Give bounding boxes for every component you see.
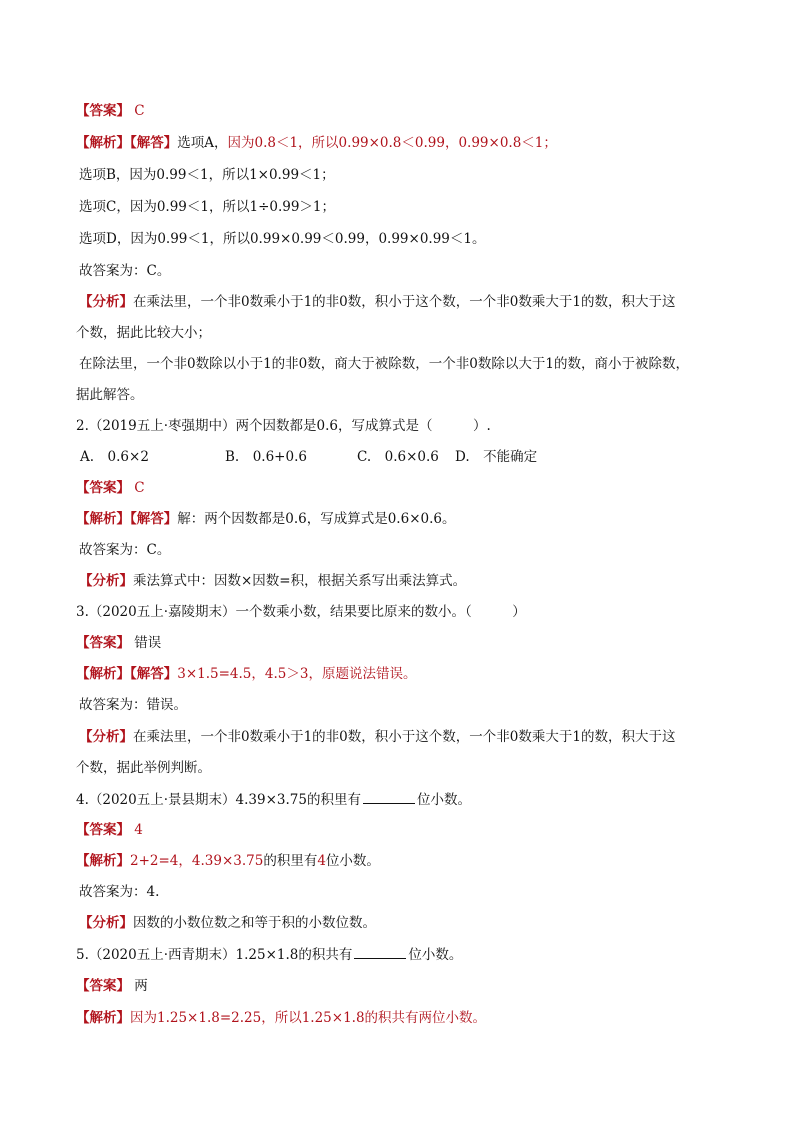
q1-comment-text-1: 在乘法里，一个非0数乘小于1的非0数，积小于这个数，一个非0数乘大于1的数，积大于这: [133, 294, 676, 310]
q2-conclusion: 故答案为：C。: [79, 542, 171, 558]
comment-tag: 【分析】: [79, 729, 133, 745]
answer-tag: 【答案】: [76, 635, 130, 651]
solve-tag: 【解答】: [130, 135, 178, 151]
q3-analysis-line: [76, 664, 416, 684]
q4-analysis-end: 位小数。: [325, 853, 380, 869]
q5-answer: 两: [134, 978, 148, 994]
q3-analysis: 3×1.5=4.5，4.5＞3，原题说法错误。: [177, 666, 417, 682]
q4-answer-blank: [363, 789, 415, 804]
q4-conclusion: 故答案为：4.: [79, 884, 160, 900]
q2-stem: 2.（2019五上·枣强期中）两个因数都是0.6，写成算式是（ ）.: [76, 418, 491, 434]
comment-tag: 【分析】: [79, 573, 133, 589]
analysis-tag: 【解析】: [76, 853, 130, 869]
q5-analysis-line: [76, 1008, 486, 1028]
solve-tag: 【解答】: [130, 666, 178, 682]
q1-option-c-line: 选项C，因为0.99＜1，所以1÷0.99＞1；: [79, 199, 336, 215]
q1-option-b-line: 选项B，因为0.99＜1，所以1×0.99＜1；: [79, 167, 335, 183]
q1-option-a-body: 因为0.8＜1，所以0.99×0.8＜0.99，0.99×0.8＜1；: [227, 135, 557, 151]
q5-stem: [76, 944, 462, 965]
q2-comment-line: [79, 571, 466, 591]
q4-stem-pre: 4.（2020五上·景县期末）4.39×3.75的积里有: [76, 792, 361, 808]
q2-answer-line: [76, 478, 145, 498]
q4-analysis-calc: 2+2=4，4.39×3.75: [130, 853, 264, 869]
q2-option-a: A. 0.6×2: [80, 449, 149, 465]
q1-analysis-line: [76, 133, 557, 153]
q5-answer-blank: [354, 944, 406, 959]
q2-analysis-line: [76, 509, 455, 529]
q3-stem: 3.（2020五上·嘉陵期末）一个数乘小数，结果要比原来的数小。（ ）: [76, 604, 526, 620]
q2-option-b: B. 0.6+0.6: [225, 449, 307, 465]
answer-tag: 【答案】: [76, 103, 130, 119]
q1-comment-line-1: [79, 292, 675, 312]
q3-answer: 错误: [134, 635, 162, 651]
q3-comment-text-1: 在乘法里，一个非0数乘小于1的非0数，积小于这个数，一个非0数乘大于1的数，积大于这: [133, 729, 676, 745]
q5-analysis: 因为1.25×1.8=2.25，所以1.25×1.8的积共有两位小数。: [130, 1010, 487, 1026]
q4-analysis-line: [76, 851, 380, 871]
comment-tag: 【分析】: [79, 294, 133, 310]
analysis-tag: 【解析】: [76, 1010, 130, 1026]
q1-comment-line-3: 在除法里，一个非0数除以小于1的非0数，商大于被除数，一个非0数除以大于1的数，商小于被除数，: [79, 356, 689, 372]
q4-answer: 4: [134, 822, 143, 838]
q1-conclusion: 故答案为：C。: [79, 263, 171, 279]
q4-analysis-mid: 的积里有: [263, 853, 318, 869]
q2-analysis: 解：两个因数都是0.6，写成算式是0.6×0.6。: [177, 511, 456, 527]
analysis-tag: 【解析】: [76, 666, 130, 682]
q3-comment-line-2: 个数，据此举例判断。: [76, 760, 211, 776]
q1-answer: C: [134, 103, 145, 119]
q3-answer-line: [76, 633, 161, 653]
answer-tag: 【答案】: [76, 480, 130, 496]
q4-comment: 因数的小数位数之和等于积的小数位数。: [133, 915, 376, 931]
q2-answer: C: [134, 480, 145, 496]
q4-comment-line: [79, 913, 376, 933]
q2-comment: 乘法算式中：因数×因数=积，根据关系写出乘法算式。: [133, 573, 467, 589]
analysis-tag: 【解析】: [76, 135, 130, 151]
q3-conclusion: 故答案为：错误。: [79, 697, 187, 713]
q1-option-a-intro: 选项A，: [177, 135, 228, 151]
q4-analysis-value: 4: [317, 853, 326, 869]
q1-option-d-line: 选项D，因为0.99＜1，所以0.99×0.99＜0.99，0.99×0.99＜1。: [79, 231, 486, 247]
comment-tag: 【分析】: [79, 915, 133, 931]
q5-stem-pre: 5.（2020五上·西青期末）1.25×1.8的积共有: [76, 947, 353, 963]
q5-stem-post: 位小数。: [408, 947, 463, 963]
q2-option-c: C. 0.6×0.6: [357, 449, 439, 465]
q1-answer-line: [76, 101, 145, 121]
q4-stem-post: 位小数。: [416, 792, 471, 808]
solve-tag: 【解答】: [130, 511, 178, 527]
q5-answer-line: [76, 976, 148, 996]
q4-answer-line: [76, 820, 143, 840]
q1-comment-line-4: 据此解答。: [76, 387, 144, 403]
q1-comment-line-2: 个数，据此比较大小；: [76, 325, 211, 341]
q3-comment-line-1: [79, 727, 675, 747]
q4-stem: [76, 789, 471, 810]
answer-tag: 【答案】: [76, 822, 130, 838]
q2-option-d: D. 不能确定: [455, 449, 538, 465]
answer-tag: 【答案】: [76, 978, 130, 994]
analysis-tag: 【解析】: [76, 511, 130, 527]
